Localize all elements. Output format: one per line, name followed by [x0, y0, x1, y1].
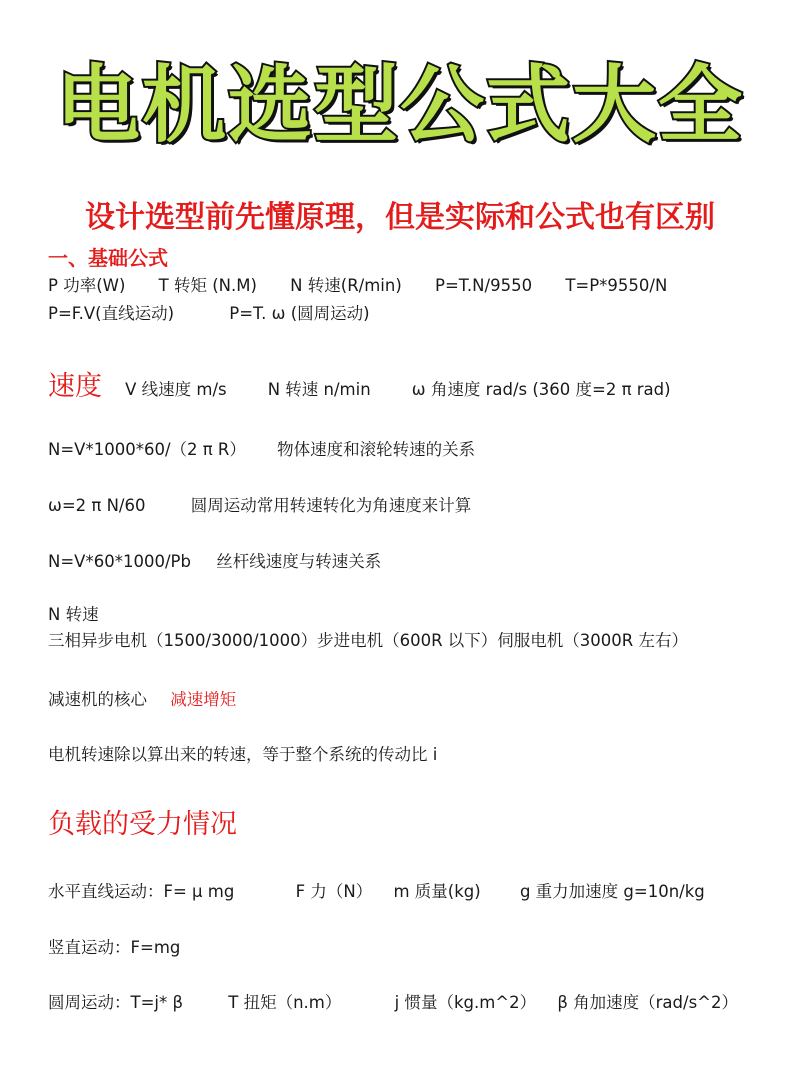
- torque-formula: T=P*9550/N: [565, 276, 668, 295]
- vertical-motion-line: 竖直运动：F=mg: [48, 938, 181, 957]
- page-title: 电机选型公式大全: [55, 56, 744, 154]
- motor-speed-label: N 转速: [48, 605, 99, 624]
- power-unit: P 功率(W): [48, 276, 126, 295]
- transmission-ratio-note: 电机转速除以算出来的转速，等于整个系统的传动比 i: [48, 745, 438, 764]
- formula-roller-desc: 物体速度和滚轮转速的关系: [277, 440, 476, 459]
- formula-screw-expr: N=V*60*1000/Pb: [48, 552, 191, 571]
- linear-speed-item: V 线速度 m/s: [125, 380, 227, 399]
- angular-speed-item: ω 角速度 rad/s (360 度=2 π rad): [411, 380, 671, 399]
- speed-heading: 速度: [48, 371, 102, 402]
- section-basic-heading: 一、基础公式: [48, 246, 168, 270]
- angular-acceleration-unit: β 角加速度（rad/s^2）: [557, 993, 738, 1012]
- circular-power-formula: P=T. ω (圆周运动): [229, 304, 370, 323]
- basic-formula-line-1: [48, 272, 695, 296]
- formula-screw: [48, 548, 409, 572]
- gravity-unit: g 重力加速度 g=10n/kg: [519, 882, 705, 901]
- torque-nm-unit: T 扭矩（n.m）: [228, 993, 342, 1012]
- circular-torque-formula: 圆周运动：T=j* β: [48, 993, 184, 1012]
- reducer-highlight: 减速增矩: [170, 690, 237, 709]
- speed-row: [48, 364, 671, 403]
- motor-speed-text: 三相异步电机（1500/3000/1000）步进电机（600R 以下）伺服电机（3000R 左右）: [48, 631, 688, 650]
- rotational-speed-item: N 转速 n/min: [267, 380, 371, 399]
- inertia-unit: j 惯量（kg.m^2）: [394, 993, 537, 1012]
- basic-formula-line-2: [48, 300, 398, 324]
- power-formula: P=T.N/9550: [435, 276, 533, 295]
- torque-unit: T 转矩 (N.M): [158, 276, 257, 295]
- speed-unit: N 转速(R/min): [290, 276, 402, 295]
- formula-angular-expr: ω=2 π N/60: [48, 496, 146, 515]
- formula-screw-desc: 丝杆线速度与转速关系: [216, 552, 382, 571]
- load-heading: 负载的受力情况: [48, 809, 237, 840]
- motor-speed-note: [48, 602, 778, 654]
- circular-motion-line: [48, 989, 766, 1013]
- subtitle: 设计选型前先懂原理，但是实际和公式也有区别: [85, 200, 715, 235]
- formula-angular: [48, 492, 499, 516]
- formula-roller: [48, 436, 503, 460]
- reducer-label: 减速机的核心: [48, 690, 147, 709]
- force-unit: F 力（N）: [295, 882, 373, 901]
- reducer-note: [48, 686, 264, 710]
- formula-roller-expr: N=V*1000*60/（2 π R）: [48, 440, 246, 459]
- linear-power-formula: P=F.V(直线运动): [48, 304, 175, 323]
- formula-angular-desc: 圆周运动常用转速转化为角速度来计算: [190, 496, 472, 515]
- mass-unit: m 质量(kg): [393, 882, 481, 901]
- horizontal-force-formula: 水平直线运动：F= μ mg: [48, 882, 235, 901]
- horizontal-motion-line: [48, 878, 733, 902]
